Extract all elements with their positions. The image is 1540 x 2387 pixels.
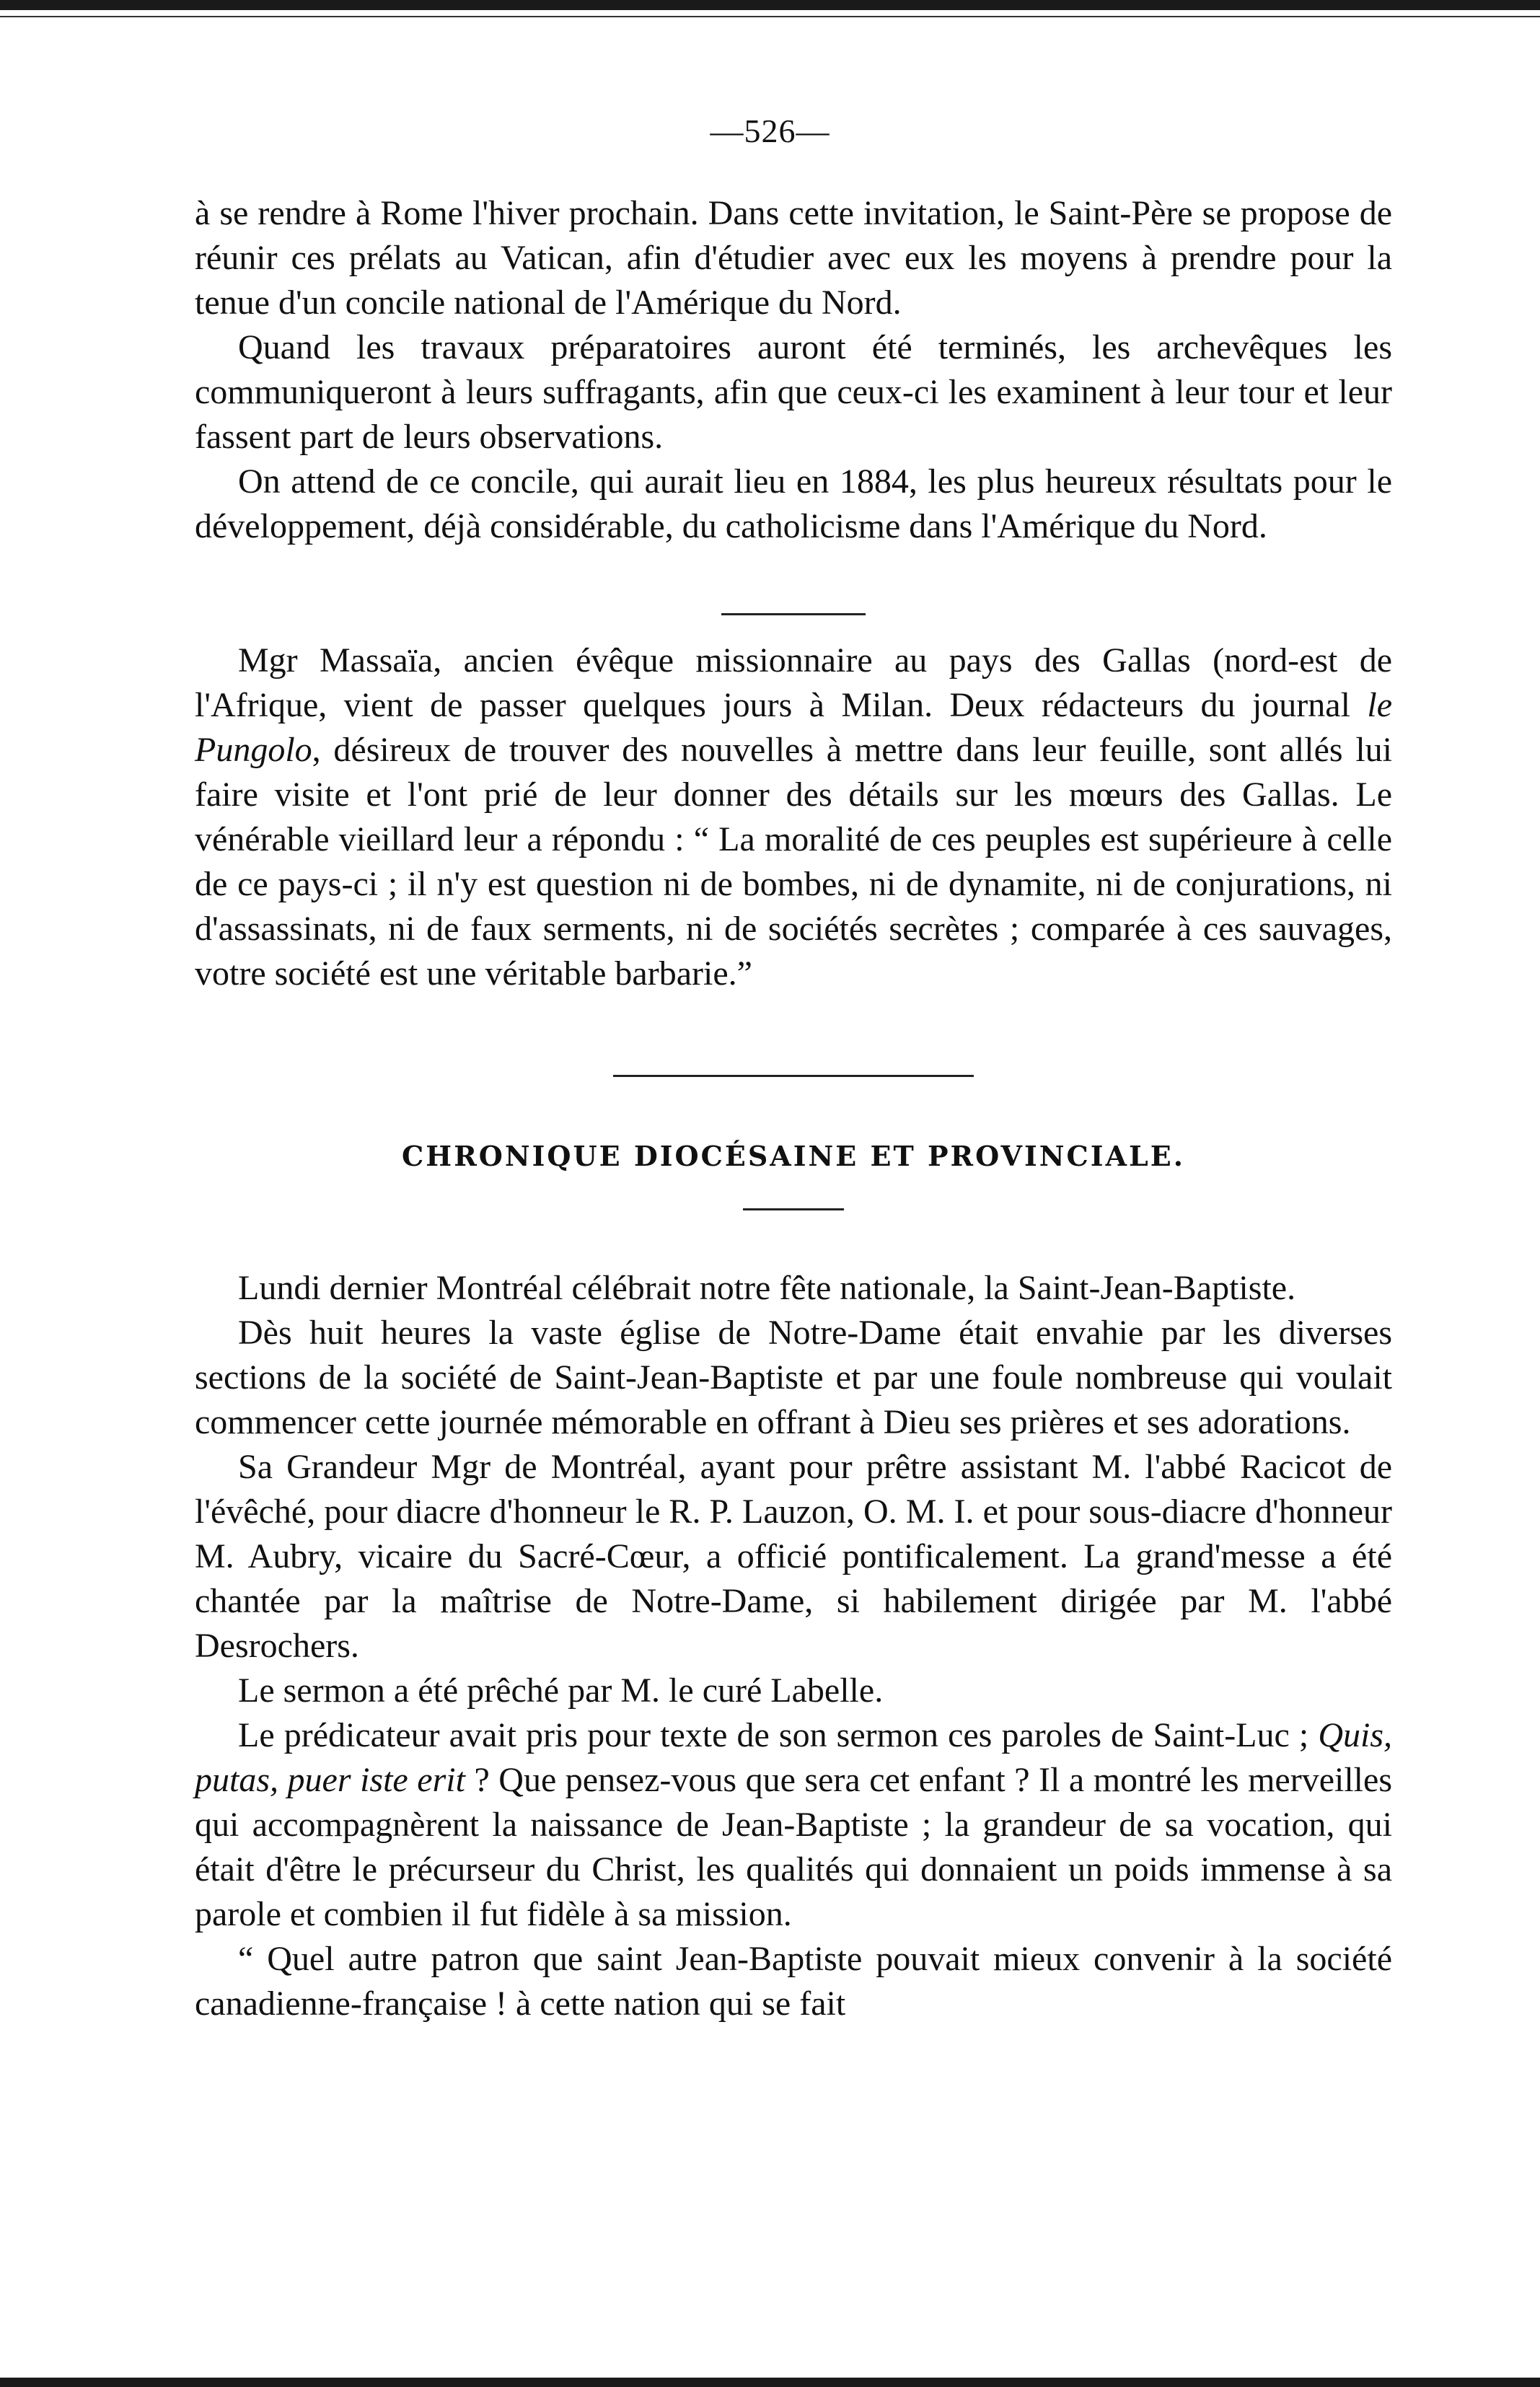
- section-1: [195, 191, 1392, 549]
- separator-1: [195, 613, 1392, 615]
- paragraph: Le sermon a été prêché par M. le curé Labelle.: [238, 1671, 884, 1710]
- section-heading: CHRONIQUE DIOCÉSAINE ET PROVINCIALE.: [402, 1140, 1185, 1172]
- latin-quote: Quis, putas, puer iste erit: [195, 1716, 1392, 1799]
- text: ? Que pensez-vous que sera cet enfant ? Il a montré les merveilles qui accompagnèrent la naissance de Jean-Baptiste ; la grandeur de sa vocation, qui était d'être le précurseur du Christ, les qualités qui donnaient un poids immense à sa parole et combien il fut fidèle à sa mission.: [195, 1761, 1392, 1933]
- page-number: —526—: [710, 113, 830, 149]
- divider: [743, 1208, 844, 1210]
- bottom-border: [0, 2378, 1540, 2387]
- text: Mgr Massaïa, ancien évêque missionnaire au pays des Gallas (nord-est de l'Afrique, vient de passer quelques jours à Milan. Deux rédacteurs du journal: [195, 641, 1392, 724]
- paragraph: On attend de ce concile, qui aurait lieu en 1884, les plus heureux résultats pour le développement, déjà considérable, du catholicisme dans l'Amérique du Nord.: [195, 462, 1392, 545]
- paragraph: [195, 1713, 1392, 1937]
- paragraph: Lundi dernier Montréal célébrait notre fête nationale, la Saint-Jean-Baptiste.: [238, 1269, 1296, 1307]
- divider: [721, 613, 866, 615]
- paragraph: “ Quel autre patron que saint Jean-Baptiste pouvait mieux convenir à la société canadienne-française ! à cette nation qui se fait: [195, 1940, 1392, 2023]
- journal-title: le Pungolo: [195, 686, 1392, 769]
- top-border-thin: [0, 16, 1540, 17]
- section-3: [195, 1266, 1392, 2026]
- top-border: [0, 0, 1540, 10]
- paragraph: [195, 638, 1392, 996]
- separator-3: [195, 1208, 1392, 1210]
- paragraph: Sa Grandeur Mgr de Montréal, ayant pour prêtre assistant M. l'abbé Racicot de l'évêché, pour diacre d'honneur le R. P. Lauzon, O. M. I. et pour sous-diacre d'honneur M. Aubry, vicaire du Sacré-Cœur, a officié pontificalement. La grand'messe a été chantée par la maîtrise de Notre-Dame, si habilement dirigée par M. l'abbé Desrochers.: [195, 1448, 1392, 1665]
- separator-2: [195, 1075, 1392, 1077]
- paragraph: Dès huit heures la vaste église de Notre-Dame était envahie par les diverses sections de la société de Saint-Jean-Baptiste et par une foule nombreuse qui voulait commencer cette journée mémorable en offrant à Dieu ses prières et ses adorations.: [195, 1314, 1392, 1441]
- text: , désireux de trouver des nouvelles à mettre dans leur feuille, sont allés lui faire visite et l'ont prié de leur donner des détails sur les mœurs des Gallas. Le vénérable vieillard leur a répondu : “ La moralité de ces peuples est supérieure à celle de ce pays-ci ; il n'y est question ni de bombes, ni de dynamite, ni de conjurations, ni d'assassinats, ni de faux serments, ni de sociétés secrètes ; comparée à ces sauvages, votre société est une véritable barbarie.”: [195, 731, 1392, 993]
- divider: [613, 1075, 974, 1077]
- text: Le prédicateur avait pris pour texte de son sermon ces paroles de Saint-Luc ;: [238, 1716, 1319, 1754]
- paragraph: Quand les travaux préparatoires auront été terminés, les archevêques les communiqueront à leurs suffragants, afin que ceux-ci les examinent à leur tour et leur fassent part de leurs observations.: [195, 328, 1392, 456]
- section-3-heading: [195, 1140, 1392, 1172]
- section-2: [195, 638, 1392, 996]
- paragraph: à se rendre à Rome l'hiver prochain. Dans cette invitation, le Saint-Père se propose de réunir ces prélats au Vatican, afin d'étudier avec eux les moyens à prendre pour la tenue d'un concile national de l'Amérique du Nord.: [195, 194, 1392, 322]
